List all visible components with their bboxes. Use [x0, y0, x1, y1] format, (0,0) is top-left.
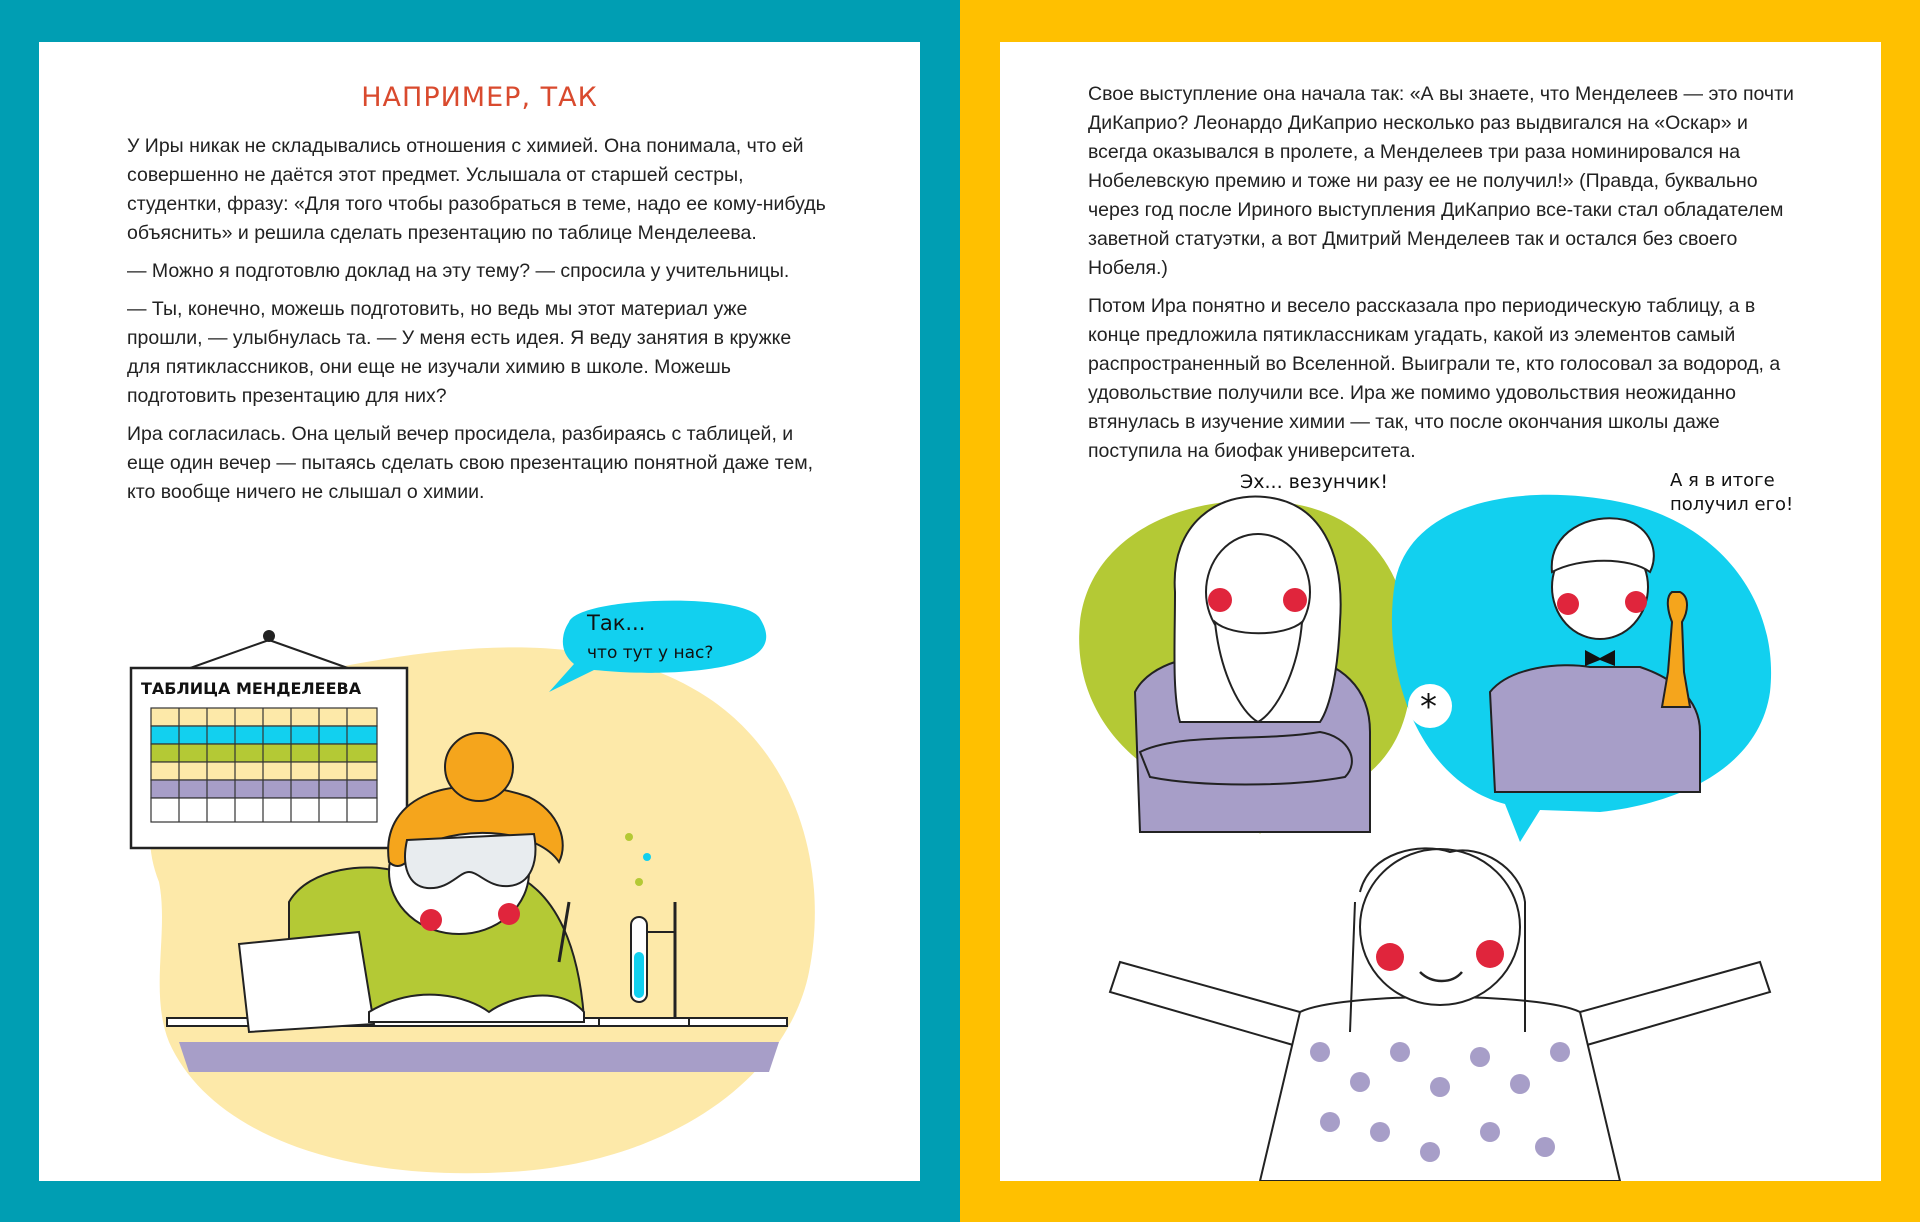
mendeleev-cheek-right: [1283, 588, 1307, 612]
mendeleev-dicaprio-illustration: [1000, 472, 1881, 1181]
right-page: [1000, 42, 1881, 1181]
paragraph: Ира согласилась. Она целый вечер просидела, разбираясь с таблицей, и еще один вечер — пытаясь сделать свою презентацию понятной даже тем, кто вообще ничего не слышал о химии.: [127, 423, 814, 503]
mendeleev-cheek-left: [1208, 588, 1232, 612]
paragraph: — Ты, конечно, можешь подготовить, но ведь мы этот материал уже прошли, — улыбнулась та. — У меня есть идея. Я веду занятия в кружке для пятиклассников, они еще не изучали химию в школе. Можешь подготовить презентацию для них?: [127, 298, 792, 407]
paragraph: — Можно я подготовлю доклад на эту тему? — спросила у учительницы.: [127, 260, 790, 282]
left-body-text: [127, 132, 827, 516]
left-page: [39, 42, 920, 1181]
mendeleev-speech: Эх... везунчик!: [1240, 472, 1388, 493]
girl-cheek-right: [498, 903, 520, 925]
page-heading: НАПРИМЕР, ТАК: [361, 82, 598, 113]
periodic-table-grid: [151, 708, 377, 822]
dicaprio-speech-line1: А я в итоге: [1670, 472, 1775, 491]
ira-arm-left: [1110, 962, 1300, 1047]
paragraph: Потом Ира понятно и весело рассказала про периодическую таблицу, а в конце предложила пятиклассникам угадать, какой из элементов самый распространенный во Вселенной. Выиграли те, кто голосовал за водород, а удовольствие получили все. Ира же помимо удовольствия неожиданно втянулась в изучение химии — так, что после окончания школы даже поступила на биофак университета.: [1088, 295, 1781, 462]
girl-cheek-left: [420, 909, 442, 931]
ira-cheek-left: [1376, 943, 1404, 971]
asterisk-text: *: [1420, 687, 1437, 727]
girl-hair-bun: [445, 733, 513, 801]
dicaprio-speech-line2: получил его!: [1670, 494, 1794, 515]
ira-arm-right: [1580, 962, 1770, 1047]
paper-sheet: [239, 932, 374, 1032]
right-body-text: [1088, 80, 1798, 475]
girl-studying-illustration: [39, 572, 920, 1181]
paragraph: Свое выступление она начала так: «А вы знаете, что Менделеев — это почти ДиКаприо? Леонардо ДиКаприо несколько раз выдвигался на «Оскар» и всегда оказывался в пролете, а Менделеев три раза номинировался на Нобелевскую премию и тоже ни разу ее не получил!» (Правда, буквально через год после Ириного выступления ДиКаприо все-таки стал обладателем заветной статуэтки, а вот Дмитрий Менделеев так и остался без своего Нобеля.): [1088, 83, 1794, 279]
bubble-text-line2: что тут у нас?: [587, 643, 714, 663]
dicaprio-cheek-left: [1557, 593, 1579, 615]
ira-cheek-right: [1476, 940, 1504, 968]
paragraph: У Иры никак не складывались отношения с химией. Она понимала, что ей совершенно не даётся этот предмет. Услышала от старшей сестры, студентки, фразу: «Для того чтобы разобраться в теме, надо ее кому-нибудь объяснить» и решила сделать презентацию по таблице Менделеева.: [127, 135, 826, 244]
bubble-text-line1: Так...: [587, 611, 646, 635]
poster-title: ТАБЛИЦА МЕНДЕЛЕЕВА: [141, 679, 362, 698]
dicaprio-cheek-right: [1625, 591, 1647, 613]
ira-figure: [1110, 848, 1770, 1181]
desk-front: [179, 1042, 779, 1072]
